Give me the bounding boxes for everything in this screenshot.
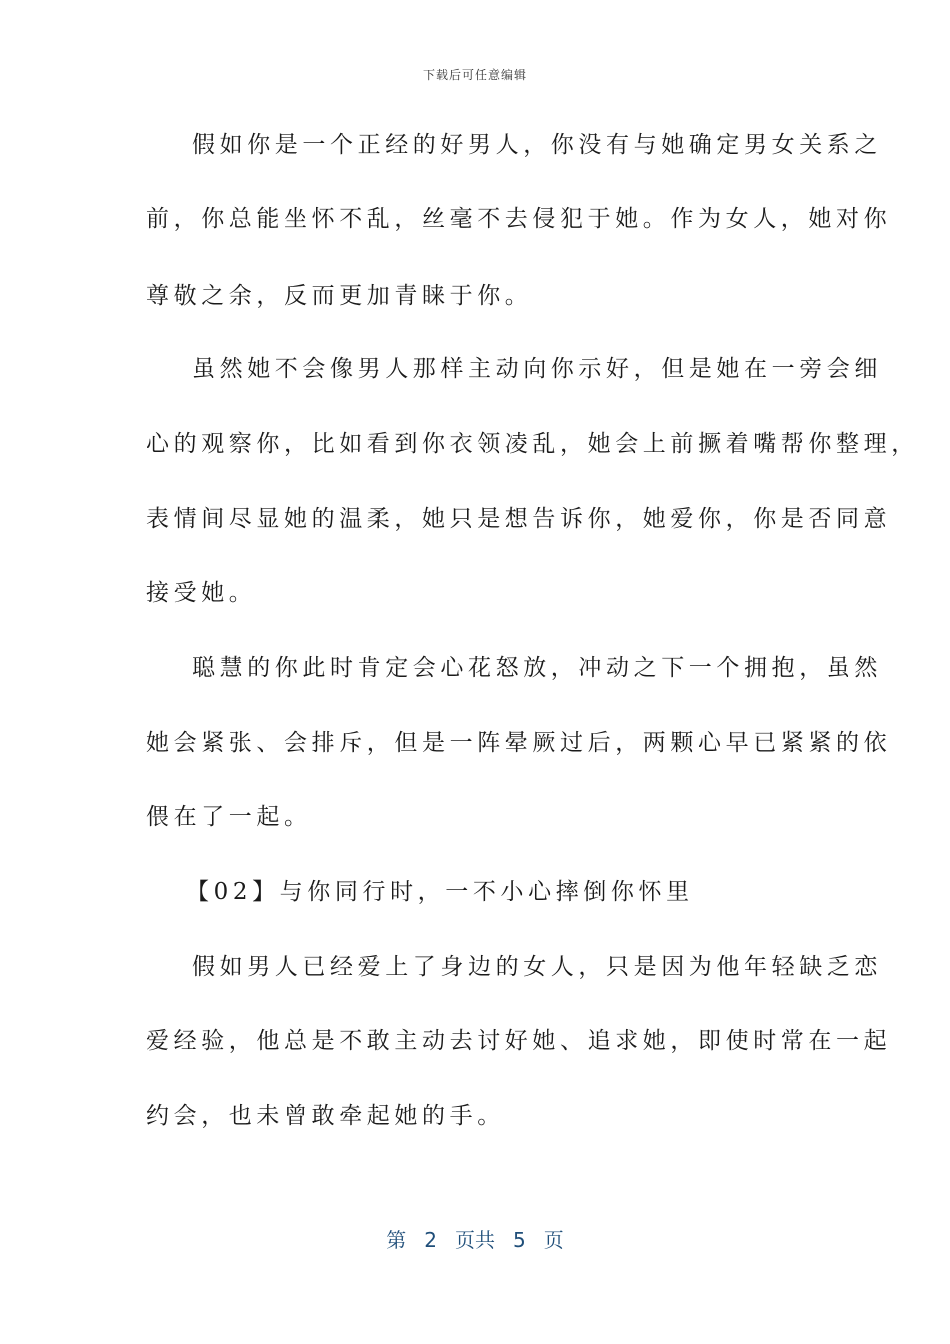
paragraph-line: 前，你总能坐怀不乱，丝毫不去侵犯于她。作为女人，她对你 <box>146 206 892 232</box>
page-label-suffix: 页 <box>543 1228 564 1252</box>
paragraph-line: 她会紧张、会排斥，但是一阵晕厥过后，两颗心早已紧紧的依 <box>146 730 892 756</box>
section-heading: 【02】与你同行时，一不小心摔倒你怀里 <box>186 879 694 905</box>
page-footer <box>0 1224 950 1253</box>
current-page-number: 2 <box>424 1228 437 1252</box>
paragraph-line: 聪慧的你此时肯定会心花怒放，冲动之下一个拥抱，虽然 <box>192 655 882 681</box>
paragraph-line: 约会，也未曾敢牵起她的手。 <box>146 1103 505 1129</box>
paragraph-line: 表情间尽显她的温柔，她只是想告诉你，她爱你，你是否同意 <box>146 506 892 532</box>
page-label-middle: 页共 <box>455 1228 495 1252</box>
paragraph-line: 假如你是一个正经的好男人，你没有与她确定男女关系之 <box>192 132 882 158</box>
paragraph-line: 假如男人已经爱上了身边的女人，只是因为他年轻缺乏恋 <box>192 954 882 980</box>
page-header-note: 下载后可任意编辑 <box>422 68 527 82</box>
paragraph-line: 接受她。 <box>146 580 257 606</box>
paragraph-line: 爱经验，他总是不敢主动去讨好她、追求她，即使时常在一起 <box>146 1028 892 1054</box>
page-label-prefix: 第 <box>386 1228 407 1252</box>
paragraph-line: 偎在了一起。 <box>146 804 312 830</box>
total-pages-number: 5 <box>513 1228 526 1252</box>
paragraph-line: 心的观察你，比如看到你衣领凌乱，她会上前撅着嘴帮你整理， <box>146 431 919 457</box>
paragraph-line: 虽然她不会像男人那样主动向你示好，但是她在一旁会细 <box>192 356 882 382</box>
paragraph-line: 尊敬之余，反而更加青睐于你。 <box>146 283 533 309</box>
